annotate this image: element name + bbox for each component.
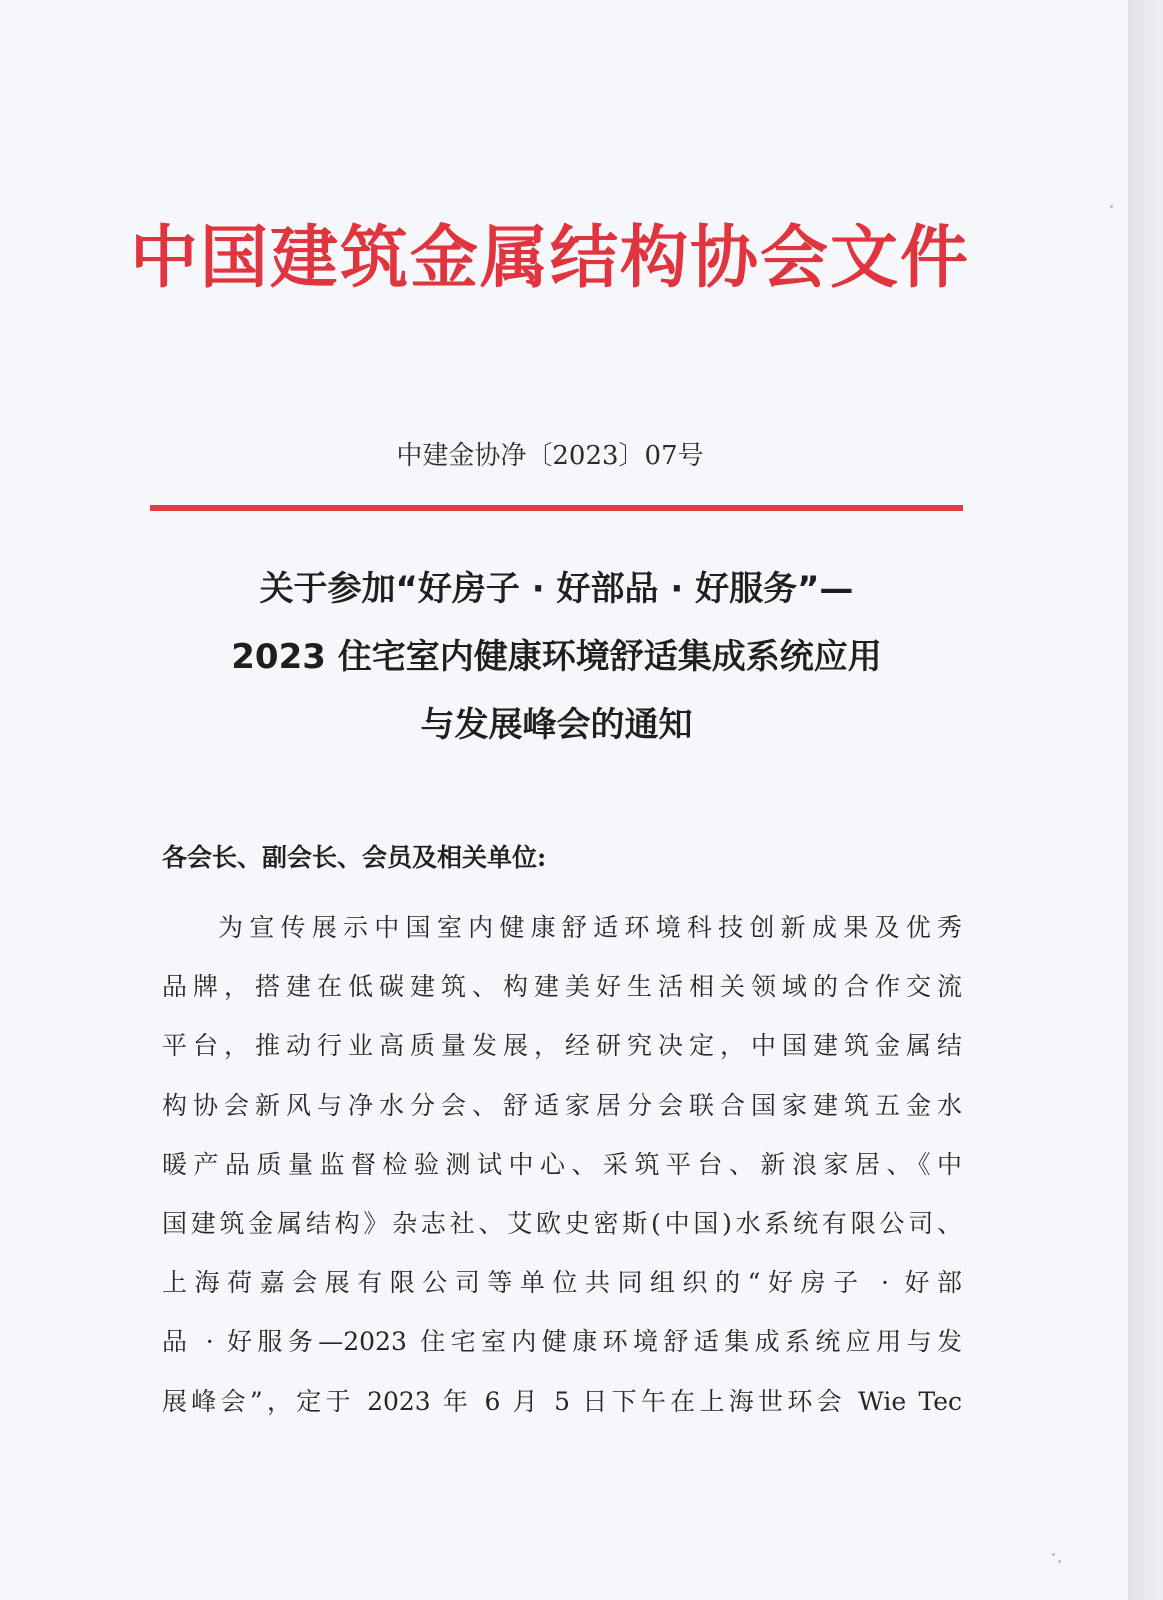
body-line: 平台，推动行业高质量发展，经研究决定，中国建筑金属结	[162, 1031, 962, 1061]
body-line: 国建筑金属结构》杂志社、艾欧史密斯(中国)水系统有限公司、	[162, 1208, 962, 1238]
letterhead-title: 中国建筑金属结构协会文件	[129, 218, 970, 298]
body-line: 上海荷嘉会展有限公司等单位共同组织的“好房子 · 好部	[162, 1268, 962, 1298]
body-line: 品牌，搭建在低碳建筑、构建美好生活相关领域的合作交流	[162, 972, 962, 1002]
body-line: 暖产品质量监督检验测试中心、采筑平台、新浪家居、《中	[162, 1149, 962, 1179]
notice-title-line: 关于参加“好房子 · 好部品 · 好服务”—	[259, 569, 854, 609]
red-divider-line	[150, 505, 963, 511]
notice-title-line: 2023 住宅室内健康环境舒适集成系统应用	[231, 637, 882, 677]
page-edge	[1128, 0, 1163, 1600]
notice-title	[150, 555, 963, 759]
scan-speck	[1052, 1553, 1055, 1556]
scan-speck	[1110, 205, 1113, 208]
scan-speck	[1058, 1560, 1061, 1563]
body-line: 为宣传展示中国室内健康舒适环境科技创新成果及优秀	[218, 913, 962, 942]
body-line: 品 · 好服务—2023 住宅室内健康环境舒适集成系统应用与发	[162, 1327, 962, 1357]
body-line: 展峰会”，定于 2023 年 6 月 5 日下午在上海世环会 Wie Tec	[162, 1386, 962, 1416]
body-paragraph	[162, 898, 962, 1431]
salutation: 各会长、副会长、会员及相关单位:	[162, 843, 547, 872]
document-number: 中建金协净〔2023〕07号	[396, 441, 704, 471]
notice-title-line: 与发展峰会的通知	[420, 705, 693, 745]
body-line: 构协会新风与净水分会、舒适家居分会联合国家建筑五金水	[162, 1090, 962, 1120]
